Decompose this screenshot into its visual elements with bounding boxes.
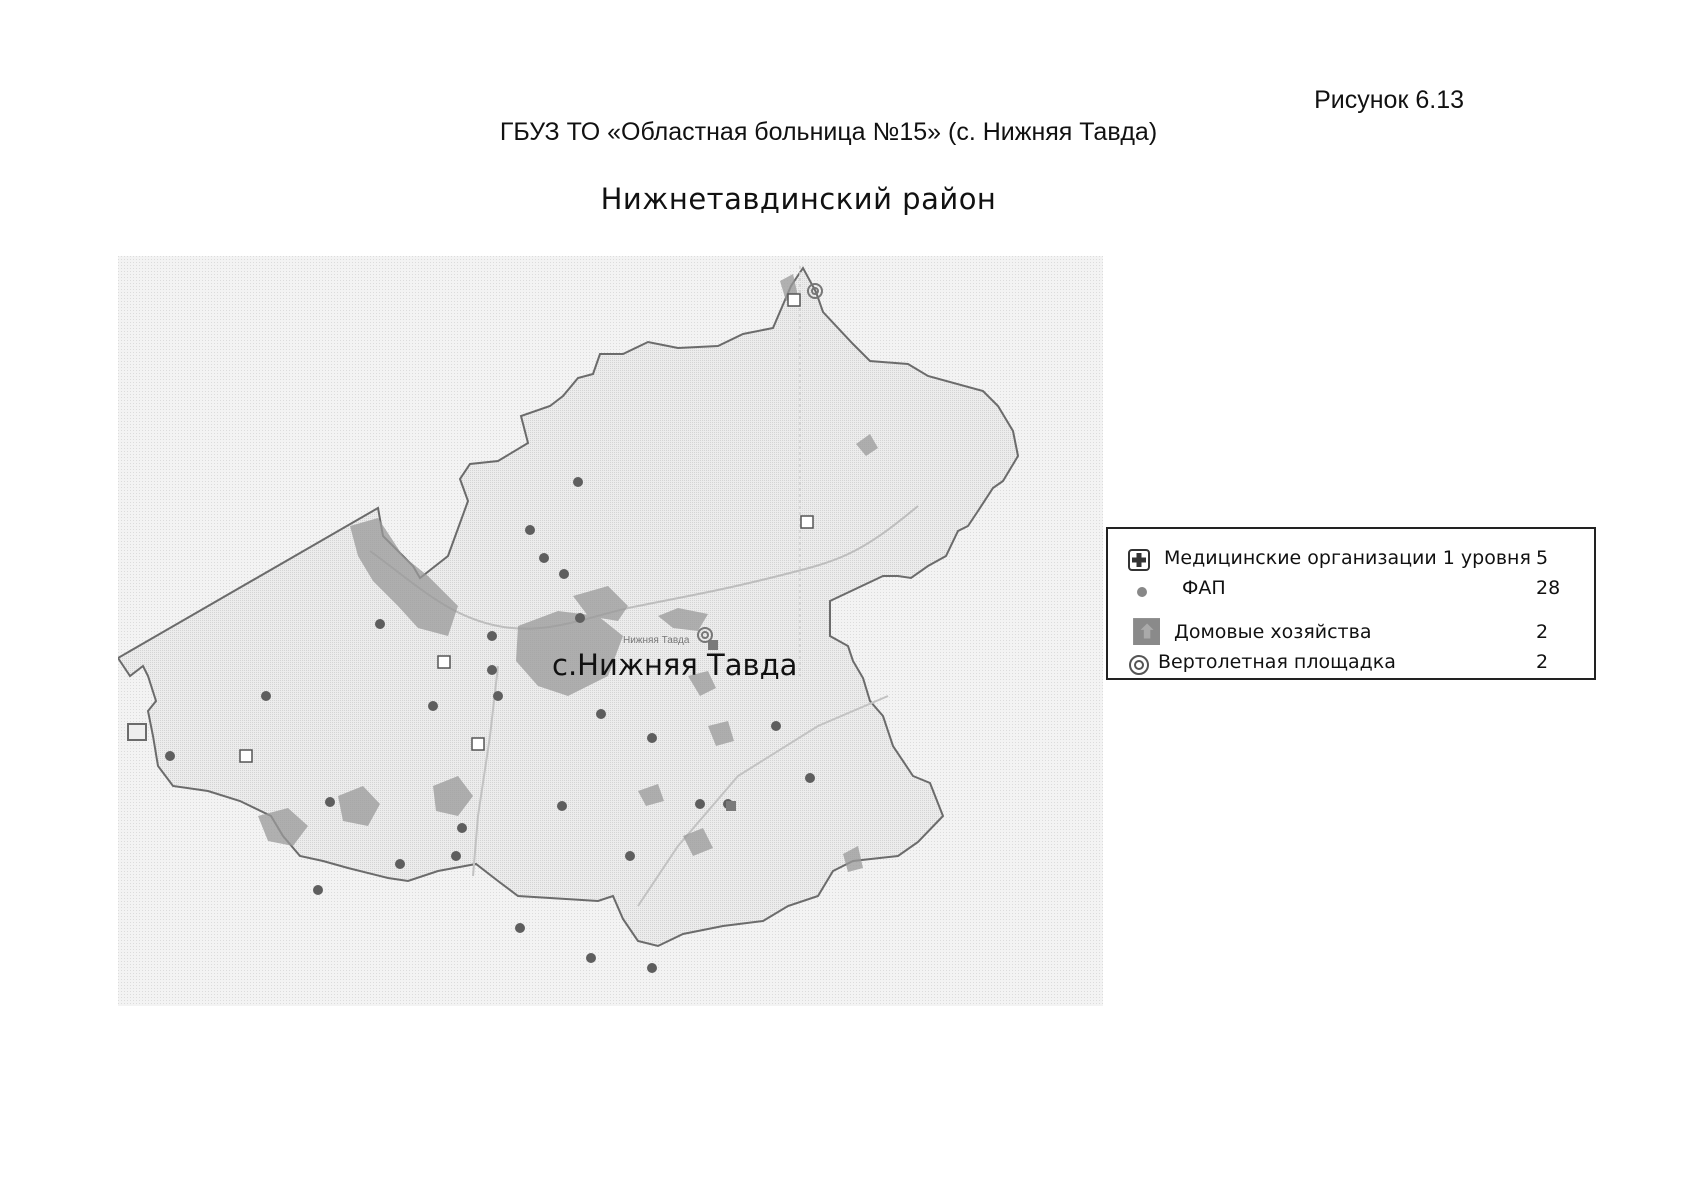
- fap-dot-icon: [1126, 577, 1152, 603]
- map-legend: [1106, 527, 1596, 680]
- legend-row-fap: [1108, 575, 1594, 603]
- legend-count: 2: [1536, 621, 1549, 643]
- legend-row-helipad: [1108, 649, 1594, 677]
- figure-number: Рисунок 6.13: [1314, 86, 1464, 114]
- district-map: [118, 256, 1103, 1006]
- legend-label: Медицинские организации 1 уровня: [1164, 547, 1531, 569]
- enclave-boundary: [128, 724, 146, 740]
- legend-label: Домовые хозяйства: [1174, 621, 1372, 643]
- town-label: с.Нижняя Тавда: [552, 648, 798, 682]
- legend-label: ФАП: [1182, 577, 1226, 599]
- legend-row-medical: [1108, 545, 1594, 573]
- legend-row-household: [1108, 619, 1594, 647]
- figure-title: ГБУЗ ТО «Областная больница №15» (с. Нижняя Тавда): [499, 118, 1158, 146]
- helipad-icon: [1126, 651, 1152, 677]
- legend-count: 2: [1536, 651, 1549, 673]
- map-small-label: Нижняя Тавда: [623, 635, 690, 646]
- district-title: Нижнетавдинский район: [600, 182, 997, 216]
- medical-cross-icon: [1126, 547, 1152, 573]
- legend-count: 5: [1536, 547, 1549, 569]
- legend-label: Вертолетная площадка: [1158, 651, 1396, 673]
- legend-count: 28: [1536, 577, 1561, 599]
- household-icon: [1132, 617, 1160, 645]
- map-canvas: [118, 256, 1103, 1006]
